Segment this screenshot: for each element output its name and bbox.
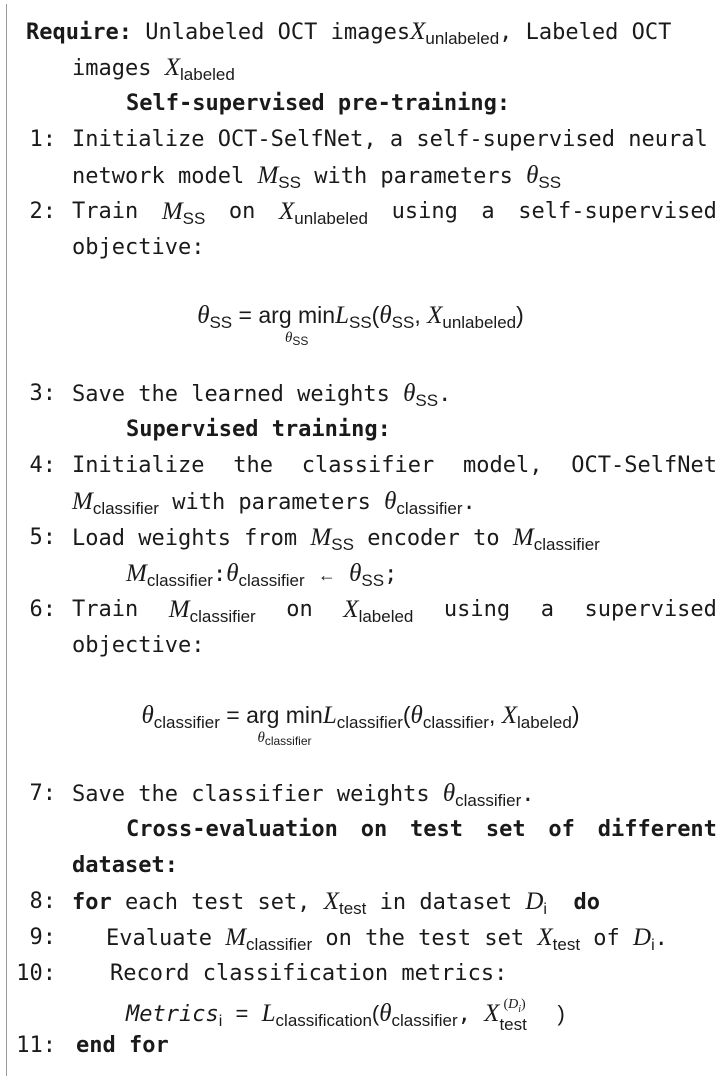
step-4-number: 4: xyxy=(29,453,56,478)
step-6-w4: a xyxy=(540,597,554,622)
step-10-x-sup-close: ) xyxy=(521,997,526,1012)
step-9 xyxy=(0,920,721,956)
step-4 xyxy=(0,448,721,484)
eq2-loss: L xyxy=(322,702,337,729)
step-10-metrics: Metrics xyxy=(126,1002,219,1027)
step-6-w2: on xyxy=(286,597,313,622)
eq1-argmin-under xyxy=(285,330,308,348)
step-1-number: 1: xyxy=(29,127,56,152)
step-8-d-sub: i xyxy=(543,901,547,918)
step-2-cont xyxy=(0,230,721,266)
step-3-text: Save the learned weights xyxy=(72,382,390,407)
section-cross-w5: of xyxy=(548,817,575,842)
step-5-m1: M xyxy=(310,524,332,551)
step-11 xyxy=(0,1028,721,1064)
step-6-w1: Train xyxy=(72,597,139,622)
eq2-arg1-sub: classifier xyxy=(422,713,489,732)
step-9-model: M xyxy=(225,924,247,951)
step-5-l2-theta2: θ xyxy=(349,560,362,587)
step-10-text: Record classification metrics: xyxy=(110,961,508,986)
step-11-kw-end-for: end for xyxy=(76,1033,169,1058)
step-6-cont xyxy=(0,628,721,664)
section-cross-line-2: dataset: xyxy=(72,853,178,878)
section-pretraining xyxy=(0,86,721,122)
equation-1 xyxy=(0,302,721,348)
step-3-theta-sub: SS xyxy=(415,391,439,410)
eq2-under-theta: θ xyxy=(257,730,265,746)
eq2-arg1: θ xyxy=(410,702,423,729)
step-5-text-b: encoder to xyxy=(367,526,500,551)
step-10-x-sub: test xyxy=(499,1015,527,1034)
eq1-lhs: θ xyxy=(197,302,210,329)
step-2-w1: Train xyxy=(72,199,139,224)
eq1-loss: L xyxy=(335,302,349,329)
step-8-number: 8: xyxy=(29,889,56,914)
step-11-number: 11: xyxy=(16,1033,56,1058)
step-2-number: 2: xyxy=(29,199,56,224)
step-7-theta-sub: classifier xyxy=(455,791,522,810)
step-6-model: M xyxy=(168,596,190,623)
require-text-a: Unlabeled OCT images xyxy=(145,20,411,45)
require-line xyxy=(0,14,721,50)
step-10-equals: = xyxy=(235,1001,249,1026)
eq1-close: ) xyxy=(516,302,524,328)
step-4-model: M xyxy=(72,488,93,515)
step-10-metrics-sub: i xyxy=(218,1013,223,1030)
step-7 xyxy=(0,776,721,812)
step-10-number: 10: xyxy=(16,961,56,986)
step-2-w2: on xyxy=(228,199,256,224)
section-pretraining-title: Self-supervised pre-training: xyxy=(126,91,511,116)
eq1-arg2: X xyxy=(427,302,443,329)
step-10-close: ) xyxy=(557,1001,565,1026)
step-10-comma: , xyxy=(457,1002,471,1027)
step-4-model-sub: classifier xyxy=(92,499,159,518)
eq1-argmin xyxy=(258,302,336,348)
eq2-loss-sub: classifier xyxy=(336,713,403,732)
section-cross-w3: test xyxy=(410,817,464,842)
step-2-model: M xyxy=(161,198,183,225)
step-5 xyxy=(0,520,721,556)
eq2-argmin-text: arg min xyxy=(246,702,323,728)
step-6-number: 6: xyxy=(29,597,56,622)
step-3-end: . xyxy=(438,382,452,407)
step-5-m1-sub: SS xyxy=(331,535,354,554)
step-7-theta: θ xyxy=(442,780,456,807)
step-10-x-sup-i: i xyxy=(518,1003,522,1015)
section-supervised-title: Supervised training: xyxy=(126,417,391,442)
step-2-w3: using xyxy=(391,199,458,224)
step-6-w3: using xyxy=(443,597,511,622)
step-9-end: . xyxy=(654,926,668,951)
step-4-w1: Initialize xyxy=(72,453,205,478)
require-line-2 xyxy=(0,50,721,86)
eq1-arg1-sub: SS xyxy=(391,313,415,332)
step-1-line-1: Initialize OCT-SelfNet, a self-supervised neural xyxy=(72,127,708,152)
eq2-comma: , xyxy=(488,702,496,728)
eq1-comma: , xyxy=(414,302,421,328)
step-7-end: . xyxy=(521,782,535,807)
section-cross-eval-cont xyxy=(0,848,721,884)
step-1-model-sub: SS xyxy=(278,173,301,192)
step-6-w5: supervised xyxy=(584,597,717,622)
step-1-line-2b: with parameters xyxy=(314,164,513,189)
step-8-text-a: each test set, xyxy=(125,890,311,915)
step-5-cont xyxy=(0,556,721,592)
section-cross-w1: Cross-evaluation xyxy=(126,817,338,842)
step-6-model-sub: classifier xyxy=(189,607,256,626)
step-4-w5: OCT-SelfNet xyxy=(571,453,717,478)
section-supervised xyxy=(0,412,721,448)
eq1-arg1: θ xyxy=(379,302,392,329)
step-9-var-sub: test xyxy=(552,935,581,954)
step-9-text-b: on the test set xyxy=(325,926,525,951)
eq1-loss-sub: SS xyxy=(348,313,372,332)
step-2-var-sub: unlabeled xyxy=(294,209,369,228)
step-1-line-2a: network model xyxy=(72,164,245,189)
step-4-line-2: with parameters xyxy=(172,490,371,515)
section-cross-eval xyxy=(0,812,721,848)
eq1-arg2-sub: unlabeled xyxy=(442,313,517,332)
require-text-c: images xyxy=(72,56,152,81)
step-5-l2-theta-sub: classifier xyxy=(238,571,305,590)
step-3 xyxy=(0,376,721,412)
require-sub-unlabeled: unlabeled xyxy=(425,29,500,48)
step-4-w2: the xyxy=(233,453,273,478)
require-var-unlabeled: X xyxy=(410,18,426,45)
step-4-w4: model, xyxy=(463,453,543,478)
step-6-var-sub: labeled xyxy=(358,607,414,626)
eq2-close: ) xyxy=(571,702,580,728)
step-6-line-2: objective: xyxy=(72,633,205,658)
step-10-x: X xyxy=(484,1000,500,1027)
step-9-number: 9: xyxy=(29,925,56,950)
eq2-open: ( xyxy=(402,702,411,728)
step-5-l2-m: M xyxy=(126,560,147,587)
equation-2 xyxy=(0,702,721,748)
step-9-text-a: Evaluate xyxy=(106,926,212,951)
step-5-l2-arrow: ← xyxy=(317,565,336,585)
step-8-var-sub: test xyxy=(338,899,367,918)
step-5-l2-theta: θ xyxy=(226,560,239,587)
eq2-arg2-sub: labeled xyxy=(517,713,572,732)
step-10-open: ( xyxy=(371,1001,380,1026)
step-10-x-sup-open: ( xyxy=(503,997,509,1012)
step-4-theta: θ xyxy=(384,488,397,515)
section-cross-w4: set xyxy=(485,817,526,842)
require-var-labeled: X xyxy=(164,54,181,81)
step-1-theta: θ xyxy=(526,162,539,189)
step-10-theta-sub: classifier xyxy=(391,1011,458,1030)
step-5-l2-colon: : xyxy=(212,562,227,587)
step-5-m2-sub: classifier xyxy=(533,535,600,554)
step-10-theta: θ xyxy=(379,1000,392,1027)
step-8-kw-do: do xyxy=(573,890,600,915)
eq1-argmin-text: arg min xyxy=(258,302,336,328)
step-9-d: D xyxy=(633,924,652,951)
eq1-equals: = xyxy=(238,302,252,328)
step-4-theta-sub: classifier xyxy=(396,499,463,518)
step-5-l2-theta2-sub: SS xyxy=(361,571,385,590)
eq2-lhs-sub: classifier xyxy=(153,713,220,732)
step-5-l2-end: ; xyxy=(384,562,398,587)
step-1 xyxy=(0,122,721,158)
step-2-w4: a xyxy=(481,199,495,224)
eq2-arg2: X xyxy=(501,702,517,729)
eq2-argmin-under xyxy=(257,730,311,748)
eq1-open: ( xyxy=(371,302,380,328)
eq1-lhs-sub: SS xyxy=(209,313,233,332)
step-5-number: 5: xyxy=(29,525,56,550)
step-2 xyxy=(0,194,721,230)
step-9-d-sub: i xyxy=(651,937,655,954)
step-2-var: X xyxy=(278,198,295,225)
step-5-l2-m-sub: classifier xyxy=(146,571,213,590)
section-cross-w6: different xyxy=(597,817,717,842)
require-text-b: , Labeled OCT xyxy=(499,20,672,45)
eq1-under-sub: SS xyxy=(292,334,309,348)
step-10-formula xyxy=(0,996,721,1032)
step-9-text-c: of xyxy=(593,926,620,951)
step-8-kw-for: for xyxy=(72,890,112,915)
step-4-cont xyxy=(0,484,721,520)
eq2-lhs: θ xyxy=(141,702,154,729)
step-10-loss-sub: classification xyxy=(275,1011,372,1030)
step-3-theta: θ xyxy=(403,380,416,407)
step-10-x-sup-d: D xyxy=(508,997,519,1012)
step-5-m2: M xyxy=(512,524,534,551)
step-1-model: M xyxy=(257,162,279,189)
step-2-w5: self-supervised xyxy=(518,199,717,224)
step-2-model-sub: SS xyxy=(182,209,206,228)
step-8 xyxy=(0,884,721,920)
step-6 xyxy=(0,592,721,628)
step-5-text-a: Load weights from xyxy=(72,526,298,551)
require-keyword: Require: xyxy=(26,20,132,45)
step-9-model-sub: classifier xyxy=(246,935,313,954)
step-1-cont xyxy=(0,158,721,194)
step-1-theta-sub: SS xyxy=(538,173,562,192)
step-4-w3: classifier xyxy=(301,453,435,478)
step-8-var: X xyxy=(323,888,339,915)
eq2-equals: = xyxy=(226,702,240,728)
step-10-loss: L xyxy=(261,1000,276,1027)
step-8-d: D xyxy=(525,888,544,915)
eq2-argmin xyxy=(246,702,323,748)
step-4-end: . xyxy=(462,490,476,515)
section-cross-w2: on xyxy=(360,817,388,842)
eq1-under-theta: θ xyxy=(285,330,293,346)
require-sub-labeled: labeled xyxy=(180,65,235,84)
eq2-under-sub: classifier xyxy=(264,734,312,748)
step-9-var: X xyxy=(537,924,553,951)
step-7-text: Save the classifier weights xyxy=(72,782,430,807)
step-3-number: 3: xyxy=(29,381,56,406)
step-8-text-b: in dataset xyxy=(379,890,513,915)
step-10-x-supsub xyxy=(499,997,557,1034)
step-6-var: X xyxy=(343,596,359,623)
step-7-number: 7: xyxy=(29,781,56,806)
step-2-line-2: objective: xyxy=(72,235,205,260)
step-10 xyxy=(0,956,721,992)
